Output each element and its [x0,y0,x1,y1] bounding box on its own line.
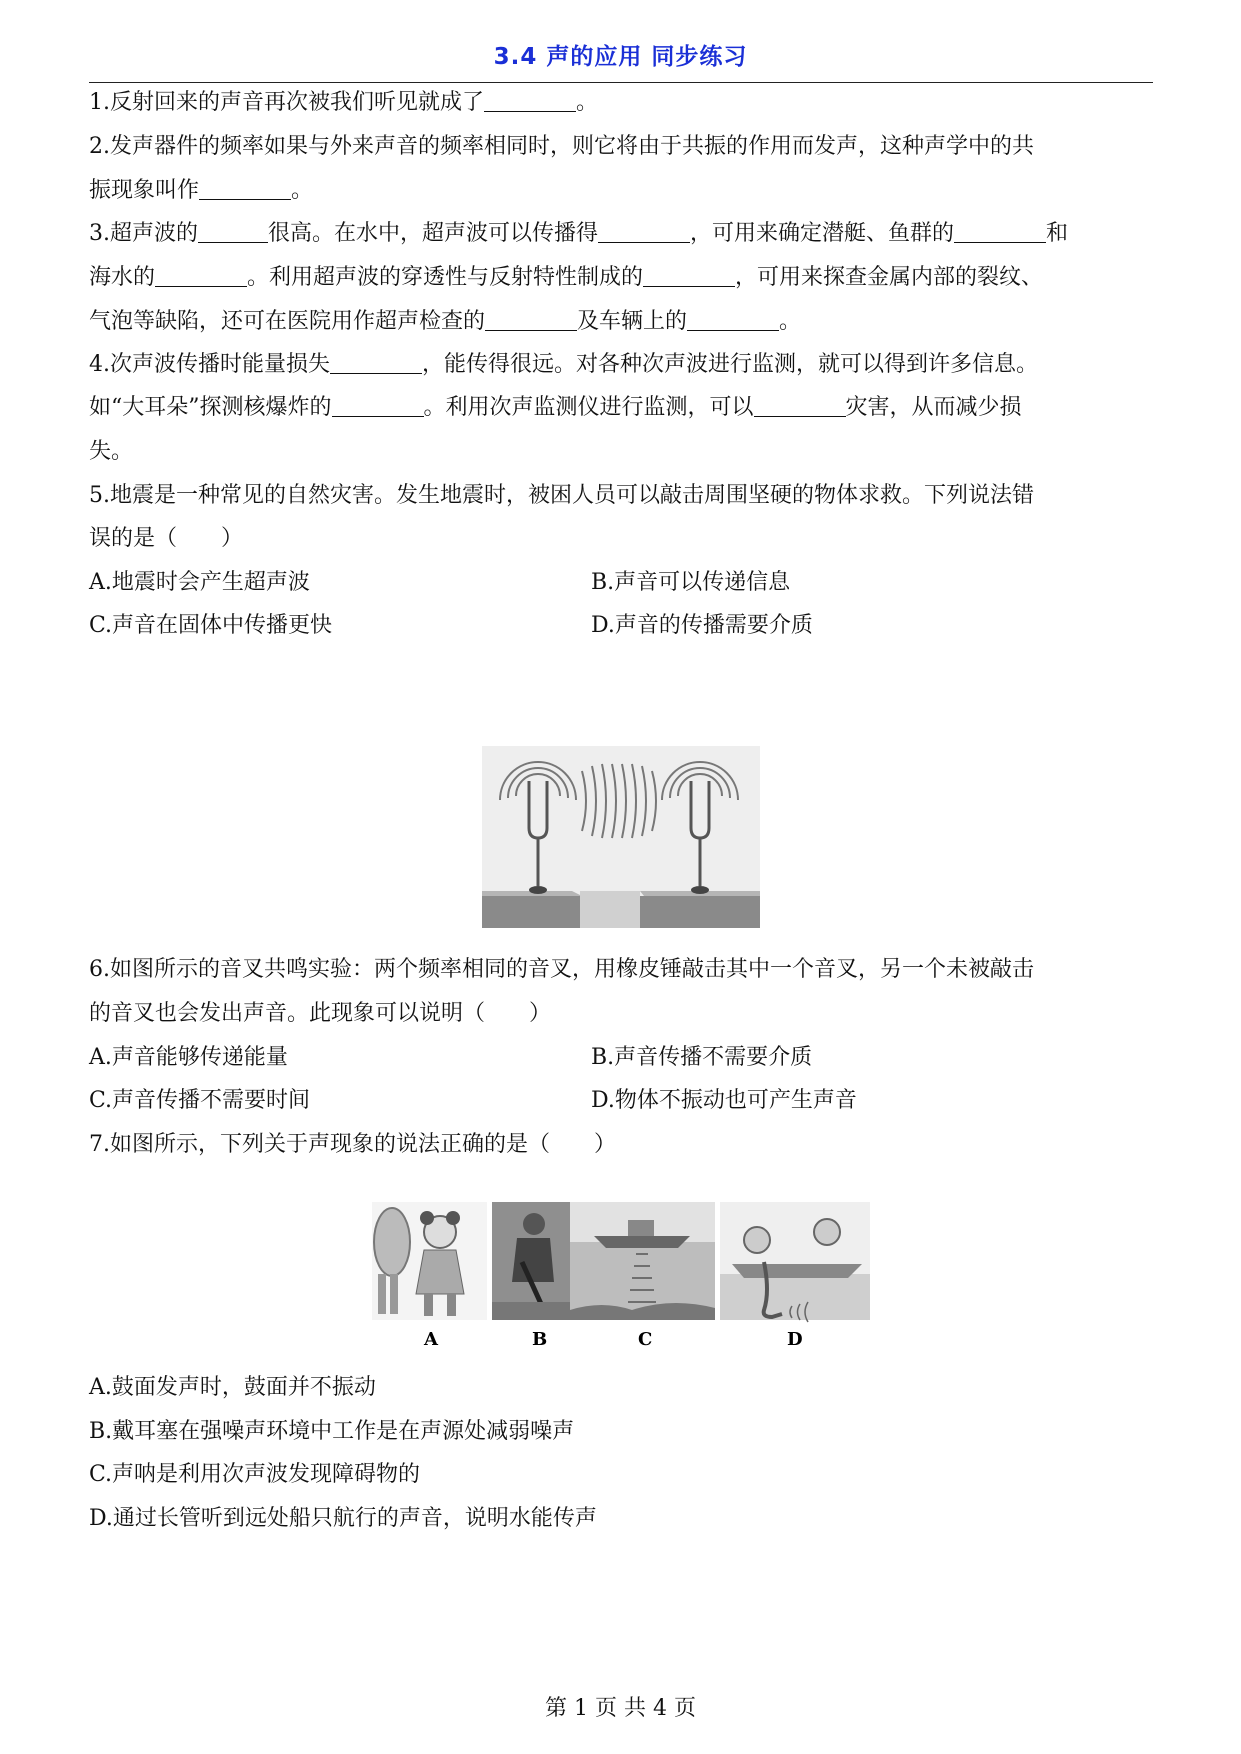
figure-label-a: A [424,1329,438,1350]
figure-label-b: B [532,1329,548,1350]
answer-blank[interactable] [199,177,291,200]
q4-text-a: 4.次声波传播时能量损失 [89,352,330,377]
answer-blank[interactable] [954,220,1046,243]
sonar-ship-icon [570,1202,715,1320]
q3-text-j: 。 [779,309,802,334]
q5-option-a[interactable]: A.地震时会产生超声波 [89,570,310,595]
drum-girl-icon [372,1202,487,1320]
q4-text-c: 如“大耳朵”探测核爆炸的 [89,395,332,420]
sound-phenomena-figure [372,1202,872,1350]
figure-label-c: C [638,1329,653,1350]
question-3-line-2 [89,263,1043,293]
answer-blank[interactable] [484,89,576,112]
q3-text-d: 和 [1046,221,1069,246]
q3-text-a: 3.超声波的 [89,221,198,246]
title-divider [89,82,1153,83]
answer-blank[interactable] [687,308,779,331]
q7-option-d[interactable]: D.通过长管听到远处船只航行的声音，说明水能传声 [89,1506,597,1531]
q6-option-d[interactable]: D.物体不振动也可产生声音 [591,1088,857,1113]
q5-option-c[interactable]: C.声音在固体中传播更快 [89,613,333,638]
question-5-line-2: 误的是（ ） [89,526,244,551]
q3-text-i: 及车辆上的 [577,309,688,334]
q3-text-h: 气泡等缺陷，还可在医院用作超声检查的 [89,309,486,334]
q7-option-c[interactable]: C.声呐是利用次声波发现障碍物的 [89,1462,421,1487]
question-4-line-2 [89,393,1022,423]
q7-option-b[interactable]: B.戴耳塞在强噪声环境中工作是在声源处减弱噪声 [89,1419,575,1444]
question-5-line-1: 5.地震是一种常见的自然灾害。发生地震时，被困人员可以敲击周围坚硬的物体求救。下列说法错 [89,483,1034,508]
question-2-line-2 [89,176,313,206]
figure-label-d: D [787,1329,803,1350]
q3-text-g: ，可用来探查金属内部的裂纹、 [735,265,1044,290]
q7-option-a[interactable]: A.鼓面发声时，鼓面并不振动 [89,1375,376,1400]
q6-option-b[interactable]: B.声音传播不需要介质 [591,1045,813,1070]
listening-tube-boat-icon [720,1202,870,1322]
question-2-line-1: 2.发声器件的频率如果与外来声音的频率相同时，则它将由于共振的作用而发声，这种声学中的共 [89,134,1034,159]
answer-blank[interactable] [155,264,247,287]
q3-text-e: 海水的 [89,265,156,290]
q6-option-c[interactable]: C.声音传播不需要时间 [89,1088,311,1113]
q3-text-c: ，可用来确定潜艇、鱼群的 [690,221,955,246]
answer-blank[interactable] [485,308,577,331]
page-title: 3.4 声的应用 同步练习 [493,44,748,70]
question-7-line-1: 7.如图所示，下列关于声现象的说法正确的是（ ） [89,1132,616,1157]
q1-text: 1.反射回来的声音再次被我们听见就成了 [89,90,484,115]
q3-text-f: 。利用超声波的穿透性与反射特性制成的 [247,265,644,290]
answer-blank[interactable] [330,351,422,374]
question-3-line-1 [89,219,1068,249]
question-4-line-1 [89,350,1038,380]
question-6-line-1: 6.如图所示的音叉共鸣实验：两个频率相同的音叉，用橡皮锤敲击其中一个音叉，另一个未被敲击 [89,957,1034,982]
q6-option-a[interactable]: A.声音能够传递能量 [89,1045,288,1070]
tuning-fork-figure [482,746,760,928]
q4-text-b: ，能传得很远。对各种次声波进行监测，就可以得到许多信息。 [422,352,1039,377]
q2-end: 。 [291,178,314,203]
worker-earplug-icon [492,1202,570,1320]
q5-option-d[interactable]: D.声音的传播需要介质 [591,613,813,638]
question-3-line-3 [89,307,801,337]
question-1 [89,88,598,118]
q4-text-e: 灾害，从而减少损 [845,395,1022,420]
answer-blank[interactable] [643,264,735,287]
q4-text-d: 。利用次声监测仪进行监测，可以 [423,395,754,420]
q1-end: 。 [576,90,599,115]
answer-blank[interactable] [332,394,424,417]
question-4-line-3: 失。 [89,439,134,464]
answer-blank[interactable] [598,220,690,243]
answer-blank[interactable] [754,394,846,417]
question-6-line-2: 的音叉也会发出声音。此现象可以说明（ ） [89,1001,552,1026]
q2-text: 振现象叫作 [89,178,200,203]
q3-text-b: 很高。在水中，超声波可以传播得 [268,221,599,246]
page-footer: 第 1 页 共 4 页 [545,1696,696,1721]
answer-blank[interactable] [198,220,268,243]
q5-option-b[interactable]: B.声音可以传递信息 [591,570,791,595]
